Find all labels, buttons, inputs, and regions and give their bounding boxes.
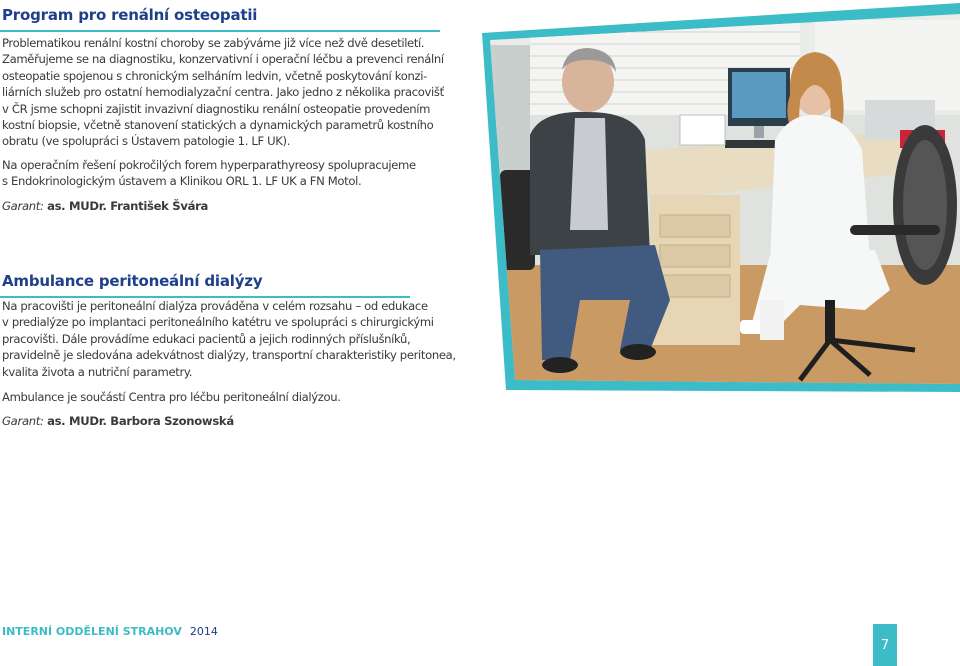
text-line: kostní biopsie, včetně stanovení statických a dynamických parametrů kostního	[2, 118, 434, 133]
garant-label: Garant:	[2, 199, 44, 213]
text-line: pravidelně je sledována adekvátnost dialýzy, transportní charakteristiky peritonea,	[2, 348, 456, 363]
garant-name: as. MUDr. František Švára	[47, 199, 209, 213]
text-line: liárních služeb pro ostatní hemodialyzační centra. Jako jedno z několika pracovišť	[2, 85, 444, 100]
title-underline	[0, 30, 440, 32]
paragraph-osteopatie-surgery	[2, 157, 416, 190]
text-line: kvalita života a nutriční parametry.	[2, 364, 193, 379]
footer-department-name: INTERNÍ ODDĚLENÍ STRAHOV	[2, 625, 182, 638]
page-number: 7	[880, 637, 890, 653]
garant-name: as. MUDr. Barbora Szonowská	[47, 414, 234, 428]
footer-department	[2, 625, 218, 638]
text-line: s Endokrinologickým ústavem a Klinikou ORL 1. LF UK a FN Motol.	[2, 174, 362, 189]
clinic-photo-illustration	[470, 0, 960, 410]
clinic-photo	[470, 0, 960, 410]
text-line: Na pracovišti je peritoneální dialýza prováděna v celém rozsahu – od edukace	[2, 299, 428, 313]
text-line: pracovišti. Dále provádíme edukaci pacientů a jejich rodinných příslušníků,	[2, 331, 411, 346]
garant-osteopatie	[2, 199, 208, 213]
garant-label: Garant:	[2, 414, 44, 428]
text-line: osteopatie spojenou s chronickým selháním ledvin, včetně poskytování konzi-	[2, 68, 427, 83]
text-line: Ambulance je součástí Centra pro léčbu peritoneální dialýzou.	[2, 390, 341, 404]
section-title-peritoneal: Ambulance peritoneální dialýzy	[2, 272, 263, 290]
paragraph-peritoneal-intro	[2, 298, 456, 380]
text-line: v predialýze po implantaci peritoneálního katétru ve spolupráci s chirurgickými	[2, 315, 434, 330]
text-line: Na operačním řešení pokročilých forem hyperparathyreosy spolupracujeme	[2, 158, 416, 172]
paragraph-peritoneal-center	[2, 389, 341, 405]
page-number-box	[873, 624, 897, 666]
text-line: Problematikou renální kostní choroby se zabýváme již více než dvě desetiletí.	[2, 36, 425, 50]
paragraph-osteopatie-intro	[2, 35, 444, 150]
footer-year: 2014	[189, 625, 218, 638]
text-line: v ČR jsme schopni zajistit invazivní diagnostiku renální osteopatie provedením	[2, 101, 431, 116]
text-line: Zaměřujeme se na diagnostiku, konzervativní i operační léčbu a prevenci renální	[2, 52, 444, 67]
section-title-osteopatie: Program pro renální osteopatii	[2, 6, 258, 24]
garant-peritoneal	[2, 414, 234, 428]
text-line: obratu (ve spolupráci s Ústavem patologie 1. LF UK).	[2, 134, 291, 149]
